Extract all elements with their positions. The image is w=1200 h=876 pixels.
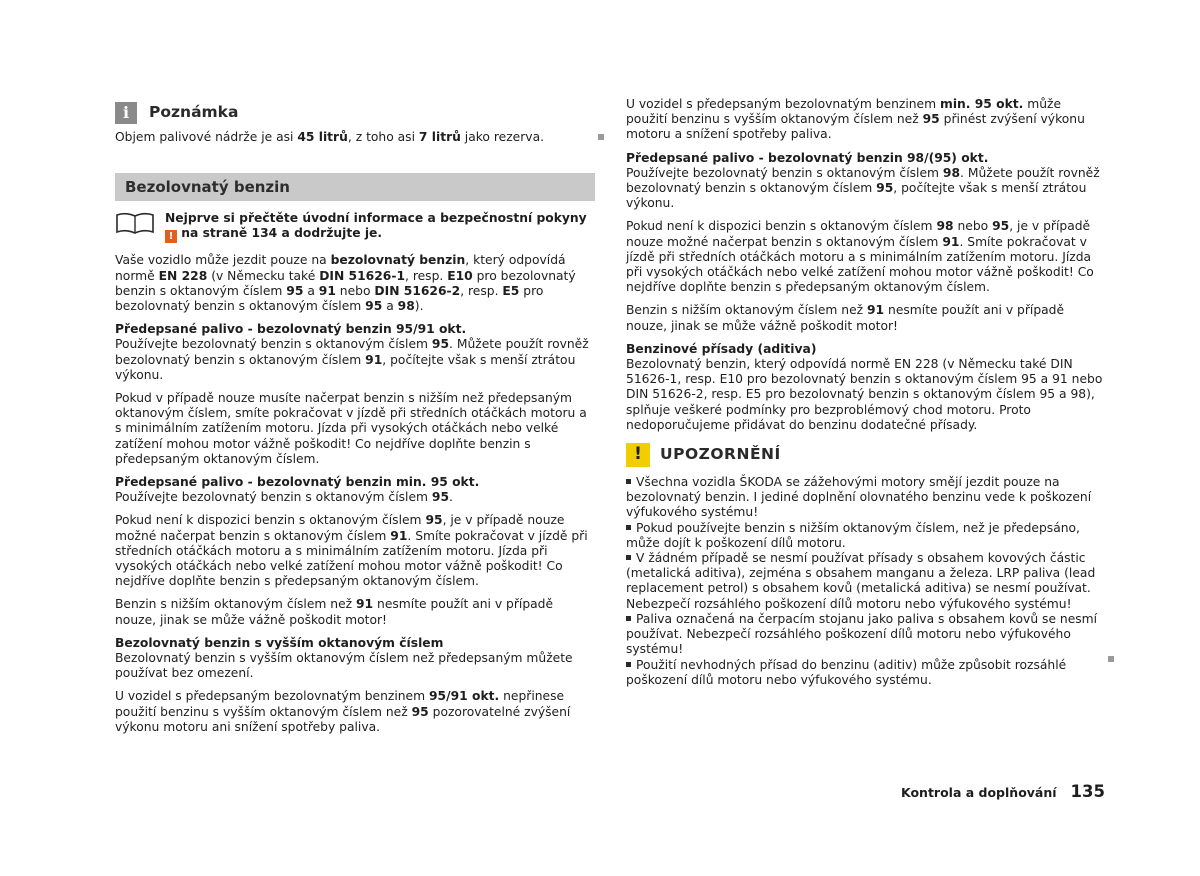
note-header (115, 98, 595, 128)
paragraph (626, 166, 1104, 212)
text-run: a (303, 283, 319, 298)
warning-item: V žádném případě se nesmí používat přísady s obsahem kovových částic (metalická aditiva), zejména s obsahem manganu a železa. LRP paliva (lead replacement petrol) s obsahem kovů (metalická aditiva) se nesmí používat. Nebezpečí rozsáhlého poškození dílů motoru nebo výfukového systému! (626, 551, 1096, 611)
subheading: Bezolovnatý benzin s vyšším oktanovým číslem (115, 635, 444, 650)
text-run: nesmíte použít ani v případě nouze, jinak se může vážně poškodit motor! (626, 303, 1065, 333)
paragraph: Bezolovnatý benzin s vyšším oktanovým číslem než předepsaným můžete používat bez omezení. (115, 651, 573, 681)
text-run: Pokud není k dispozici benzin s oktanovým číslem (115, 513, 426, 528)
paragraph (115, 513, 595, 589)
text-run: Benzin s nižším oktanovým číslem než (626, 303, 867, 318)
paragraph: Bezolovnatý benzin, který odpovídá normě EN 228 (v Německu také DIN 51626-1, resp. E10 pro bezolovnatý benzin s oktanovým číslem 95 a 91 nebo DIN 51626-2, resp. E5 pro bezolovnatý benzin s oktanovým číslem 95 a 98), splňuje veškeré podmínky pro bezproblémový chod motoru. Proto nedoporučujeme přidávat do benzinu dodatečné přísady. (626, 357, 1103, 432)
end-marker (598, 134, 604, 140)
paragraph (115, 689, 595, 735)
paragraph (115, 337, 595, 383)
emphasis-text: 95 (431, 337, 450, 352)
text-run: a (382, 299, 398, 314)
warning-item: Paliva označená na čerpacím stojanu jako paliva s obsahem kovů se nesmí používat. Nebezpečí rozsáhlého poškození dílů motoru nebo výfukového systému! (626, 611, 1098, 657)
text-run: . Můžete použít rovněž bezolovnatý benzin s oktanovým číslem (115, 337, 589, 367)
text-run: (v Německu také (207, 268, 320, 283)
right-column (626, 97, 1104, 688)
end-marker (1108, 656, 1114, 662)
emphasis-text: EN 228 (158, 268, 208, 283)
text-run: pozorovatelné zvýšení výkonu motoru ani snížení spotřeby paliva. (115, 704, 571, 734)
emphasis-text: 91 (390, 528, 408, 543)
emphasis-text: 95 (922, 112, 940, 127)
emphasis-text: 95 (286, 283, 304, 298)
text-run: pro bezolovnatý benzin s oktanovým číslem (115, 283, 544, 314)
emphasis-text: E10 (447, 268, 473, 283)
text-run: U vozidel s předepsaným bezolovnatým benzinem (115, 689, 429, 704)
emphasis-text: bezolovnatý benzin (330, 253, 466, 268)
emphasis-text: 95 (411, 704, 429, 719)
emphasis-text: 91 (318, 283, 336, 298)
text-run: , počítejte však s menší ztrátou výkonu. (115, 352, 576, 382)
text-run: , počítejte však s menší ztrátou výkonu. (626, 181, 1087, 211)
text-run: . Smíte pokračovat v jízdě při středních otáčkách motoru a s minimálním zatížením motoru. Jízda při vysokých otáčkách nebo velké zatížení mohou motor vážně poškodit! Co nejdříve doplňte benzin s předepsaným oktanovým číslem. (115, 528, 588, 589)
subheading: Předepsané palivo - bezolovnatý benzin 95/91 okt. (115, 322, 467, 337)
text-run: Pokud není k dispozici benzin s oktanovým číslem (626, 219, 937, 234)
emphasis-text: 95 (992, 219, 1010, 234)
subheading: Předepsané palivo - bezolovnatý benzin min. 95 okt. (115, 475, 480, 490)
book-icon (115, 211, 155, 235)
bullet-icon (626, 479, 631, 484)
text-run: může použití benzinu s vyšším oktanovým číslem než (626, 97, 1062, 127)
emphasis-text: 95 (425, 513, 443, 528)
emphasis-text: 98 (936, 219, 954, 234)
warning-icon: ! (626, 443, 650, 467)
warning-item: Použití nevhodných přísad do benzinu (aditiv) může způsobit rozsáhlé poškození dílů motoru nebo výfukového systému. (626, 657, 1067, 687)
subheading: Benzinové přísady (aditiva) (626, 341, 817, 356)
paragraph (115, 490, 595, 505)
text-run: Používejte bezolovnatý benzin s oktanovým číslem (115, 490, 432, 505)
emphasis-text: DIN 51626-1 (319, 268, 405, 283)
bullet-icon (626, 525, 631, 530)
text-run: . Smíte pokračovat v jízdě při středních otáčkách motoru a s minimálním zatížením motoru. Jízda při vysokých otáčkách nebo velké zatížení mohou motor vážně poškodit! Co nejdříve doplňte benzin s předepsaným oktanovým číslem. (626, 234, 1094, 295)
paragraph (626, 97, 1104, 143)
paragraph (115, 597, 595, 627)
warning-title: UPOZORNĚNÍ (660, 445, 781, 464)
text-run: nesmíte použít ani v případě nouze, jinak se může vážně poškodit motor! (115, 597, 554, 627)
emphasis-text: 95 (431, 490, 450, 505)
emphasis-text: 91 (356, 597, 374, 612)
text-run: nepřinese použití benzinu s vyšším oktanovým číslem než (115, 689, 565, 719)
emphasis-text: 95/91 okt. (429, 689, 500, 704)
paragraph (626, 219, 1104, 295)
warning-header (626, 443, 1104, 467)
emphasis-text: 95 (365, 299, 383, 314)
bullet-icon (626, 662, 631, 667)
paragraph: Pokud v případě nouze musíte načerpat benzin s nižším než předepsaným oktanovým číslem, smíte pokračovat v jízdě při středních otáčkách motoru a s minimálním zatížením motoru. Jízda při vysokých otáčkách nebo velké zatížení mohou motor vážně poškodit! Co nejdříve doplňte benzin s předepsaným oktanovým číslem. (115, 391, 587, 466)
emphasis-text: 95 (876, 181, 894, 196)
text-run: nebo (335, 283, 375, 298)
read-first-notice (115, 211, 595, 243)
text-run: Benzin s nižším oktanovým číslem než (115, 597, 356, 612)
text-run: Používejte bezolovnatý benzin s oktanovým číslem (626, 165, 943, 180)
text-run: , resp. (405, 268, 448, 283)
note-title: Poznámka (149, 103, 239, 122)
subheading: Předepsané palivo - bezolovnatý benzin 98/(95) okt. (626, 150, 989, 165)
text-run: U vozidel s předepsaným bezolovnatým benzinem (626, 97, 940, 111)
paragraph (115, 253, 595, 314)
read-first-text: Nejprve si přečtěte úvodní informace a bezpečnostní pokyny ! na straně 134 a dodržujte je. (165, 211, 587, 243)
emphasis-text: 98 (942, 165, 961, 180)
section-heading: Bezolovnatý benzin (115, 173, 595, 201)
text-run: , je v případě nouze možné načerpat benzin s oktanovým číslem (626, 219, 1091, 249)
bullet-icon (626, 616, 631, 621)
text-run: nebo (953, 219, 993, 234)
text-run: Vaše vozidlo může jezdit pouze na (115, 253, 331, 268)
emphasis-text: 91 (867, 303, 885, 318)
text-run: , resp. (460, 283, 503, 298)
text-run: ). (414, 299, 424, 314)
text-run: Používejte bezolovnatý benzin s oktanovým číslem (115, 337, 432, 352)
warning-item: Všechna vozidla ŠKODA se zážehovými motory smějí jezdit pouze na bezolovnatý benzin. I jediné doplnění olovnatého benzinu vede k poškození výfukového systému! (626, 475, 1092, 520)
warning-list (626, 475, 1104, 688)
emphasis-text: DIN 51626-2 (374, 283, 461, 298)
text-run: , je v případě nouze možné načerpat benzin s oktanovým číslem (115, 513, 565, 543)
warning-item: Pokud používejte benzin s nižším oktanovým číslem, než je předepsáno, může dojít k poškození dílů motoru. (626, 520, 1080, 550)
warning-icon: ! (165, 230, 177, 243)
info-icon: i (115, 102, 137, 124)
note-text: Objem palivové nádrže je asi 45 litrů, z toho asi 7 litrů jako rezerva. (115, 130, 545, 144)
text-run: , který odpovídá normě (115, 253, 566, 283)
text-run: . Můžete použít rovněž bezolovnatý benzin s oktanovým číslem (626, 165, 1100, 196)
emphasis-text: min. 95 okt. (940, 97, 1024, 111)
bullet-icon (626, 555, 631, 560)
emphasis-text: E5 (502, 283, 520, 298)
emphasis-text: 91 (942, 234, 960, 249)
text-run: přinést zvýšení výkonu motoru a snížení spotřeby paliva. (626, 112, 1085, 142)
text-run: . (449, 490, 453, 505)
page-footer (880, 784, 1105, 800)
footer-section-title: Kontrola a doplňování (900, 785, 1057, 800)
paragraph (626, 303, 1104, 333)
text-run: pro bezolovnatý benzin s oktanovým číslem (115, 268, 576, 298)
page-number: 135 (1070, 782, 1105, 801)
emphasis-text: 98 (397, 299, 415, 314)
emphasis-text: 91 (365, 352, 383, 367)
left-column (115, 94, 595, 743)
